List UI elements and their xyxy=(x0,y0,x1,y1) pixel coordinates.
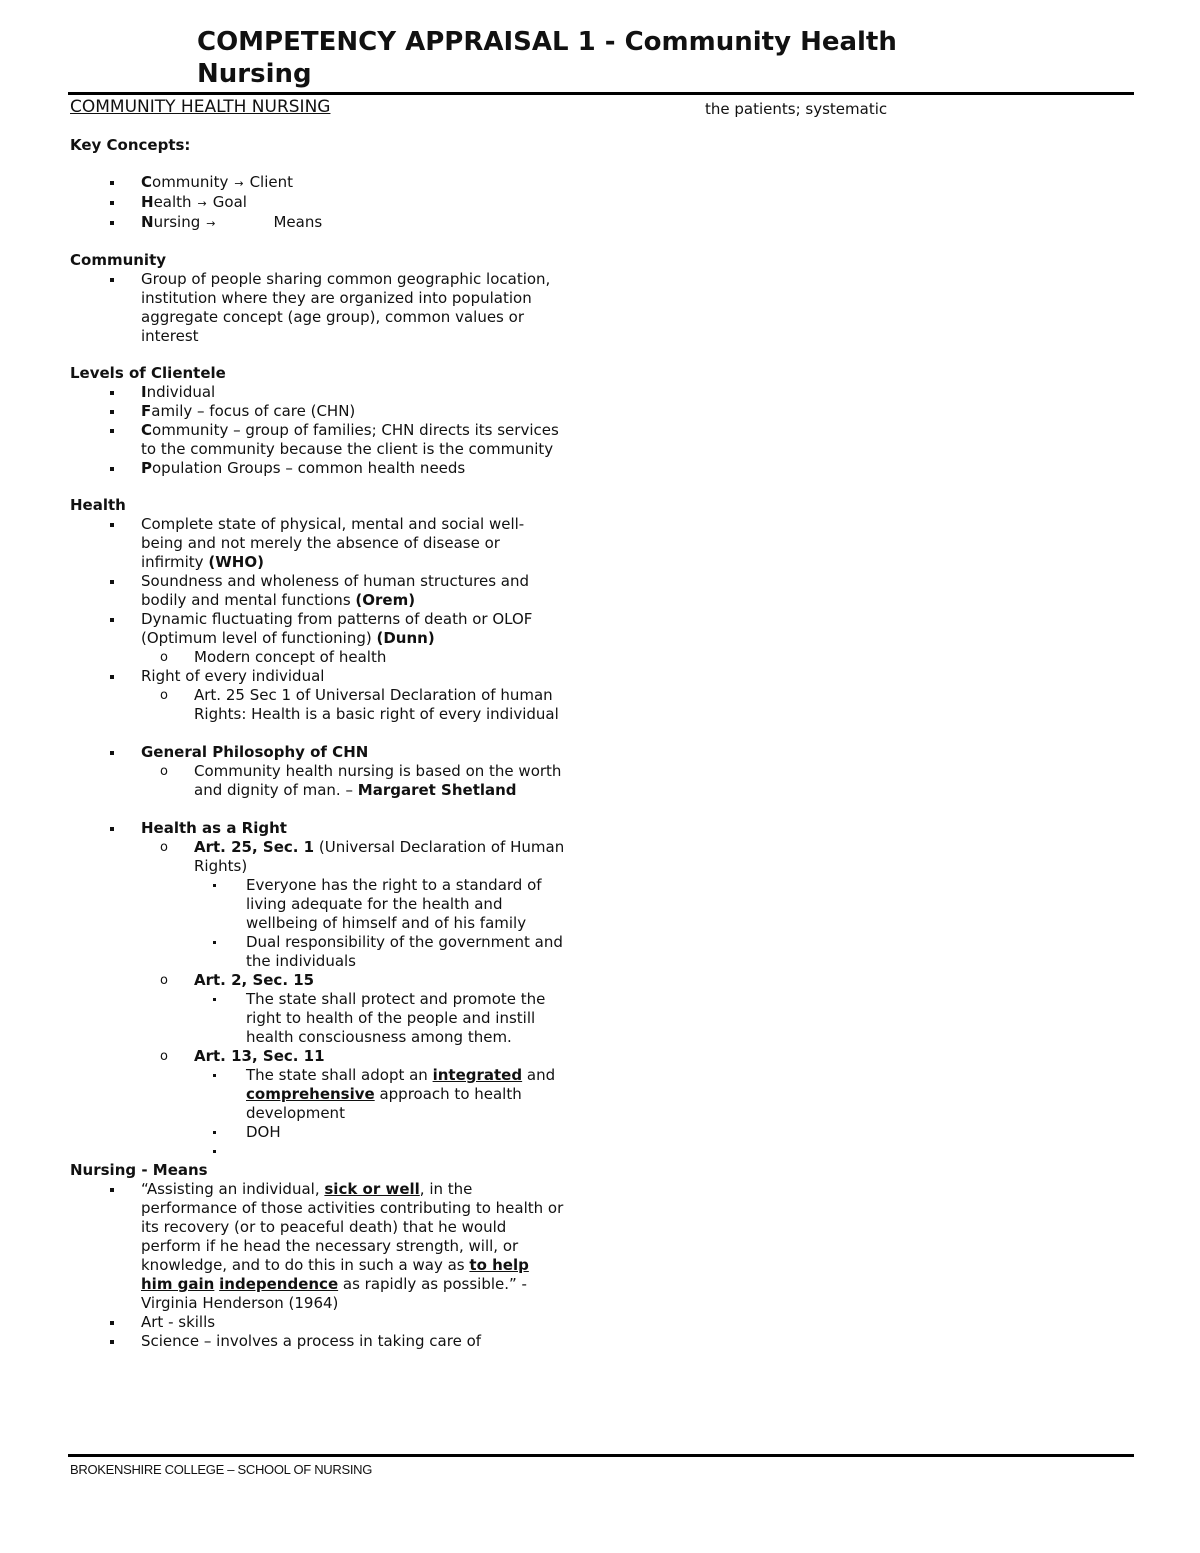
health-heading: Health xyxy=(70,496,126,514)
nursing-heading: Nursing - Means xyxy=(70,1161,208,1179)
list-item: The state shall adopt an integrated and comprehensive approach to health development xyxy=(194,1066,565,1123)
list-item: o Art. 25 Sec 1 of Universal Declaration of human Rights: Health is a basic right of every individual xyxy=(141,686,565,724)
list-item: “Assisting an individual, sick or well, in the performance of those activities contributing to health or its recovery (or to peaceful death) that he would perform if he head the necessary strength, will, or knowledge, and to do this in such a way as to help him gain independence as rapidly as possible.” - Virginia Henderson (1964) xyxy=(70,1180,565,1313)
clientele-list xyxy=(70,383,565,478)
list-item: Everyone has the right to a standard of living adequate for the health and wellbeing of himself and of his family xyxy=(194,876,565,933)
list-item: Complete state of physical, mental and social well- being and not merely the absence of disease or infirmity (WHO) xyxy=(70,515,565,572)
list-item: Right of every individual o Art. 25 Sec 1 of Universal Declaration of human Rights: Health is a basic right of every individual xyxy=(70,667,565,724)
clientele-heading: Levels of Clientele xyxy=(70,364,226,382)
list-item xyxy=(194,1142,565,1161)
arrow-icon: → xyxy=(206,217,216,230)
arrow-icon: → xyxy=(197,197,207,210)
section-title: COMMUNITY HEALTH NURSING xyxy=(70,97,331,117)
list-item: The state shall protect and promote the right to health of the people and instill health consciousness among them. xyxy=(194,990,565,1047)
list-item: Population Groups – common health needs xyxy=(70,459,565,478)
arrow-icon: → xyxy=(234,177,244,190)
list-item: Dual responsibility of the government and the individuals xyxy=(194,933,565,971)
list-item: Nursing → Means xyxy=(70,213,565,233)
key-concepts-list xyxy=(70,173,565,233)
list-item: o Art. 2, Sec. 15 The state shall protect and promote the right to health of the people and instill health consciousness among them. xyxy=(141,971,565,1047)
key-concepts-heading: Key Concepts: xyxy=(70,136,191,154)
health-list xyxy=(70,515,565,724)
nursing-list xyxy=(70,1180,565,1351)
left-column xyxy=(70,96,565,1351)
list-item: Family – focus of care (CHN) xyxy=(70,402,565,421)
footer-rule xyxy=(68,1454,1134,1457)
community-list xyxy=(70,270,565,346)
list-item: Community – group of families; CHN directs its services to the community because the client is the community xyxy=(70,421,565,459)
list-item: DOH xyxy=(194,1123,565,1142)
list-item: Science – involves a process in taking care of xyxy=(70,1332,565,1351)
document-title: COMPETENCY APPRAISAL 1 - Community Health Nursing xyxy=(197,27,897,89)
list-item: Soundness and wholeness of human structures and bodily and mental functions (Orem) xyxy=(70,572,565,610)
health-right-list xyxy=(70,819,565,1161)
list-item: o Community health nursing is based on the worth and dignity of man. – Margaret Shetland xyxy=(141,762,565,800)
right-column xyxy=(705,96,1105,119)
list-item: General Philosophy of CHN o Community health nursing is based on the worth and dignity of man. – Margaret Shetland xyxy=(70,743,565,800)
list-item: Dynamic fluctuating from patterns of death or OLOF (Optimum level of functioning) (Dunn) o Modern concept of health xyxy=(70,610,565,667)
list-item: o Art. 13, Sec. 11 The state shall adopt an integrated and comprehensive approach to health development DOH xyxy=(141,1047,565,1161)
list-item: Individual xyxy=(70,383,565,402)
list-item: Art - skills xyxy=(70,1313,565,1332)
list-item: o Modern concept of health xyxy=(141,648,565,667)
list-item: Group of people sharing common geographic location, institution where they are organized into population aggregate concept (age group), common values or interest xyxy=(70,270,565,346)
philosophy-list xyxy=(70,743,565,800)
continued-text: the patients; systematic xyxy=(705,100,888,118)
list-item: Health → Goal xyxy=(70,193,565,213)
list-item: Community → Client xyxy=(70,173,565,193)
community-heading: Community xyxy=(70,251,167,269)
footer-text: BROKENSHIRE COLLEGE – SCHOOL OF NURSING xyxy=(70,1462,373,1477)
list-item: Health as a Right o Art. 25, Sec. 1 (Universal Declaration of Human Rights) Everyone has the right to a standard of living adequate for the health and wellbeing of himself and of his family Dual responsibility of the government and the individuals o Art. 2, Sec. 15 The state shall protect and promote the right to health of the people and instill health consciousness among them. o Art. 13, Sec. 11 The state shall adopt an integrated and comprehensive approach to health development DOH xyxy=(70,819,565,1161)
list-item: o Art. 25, Sec. 1 (Universal Declaration of Human Rights) Everyone has the right to a standard of living adequate for the health and wellbeing of himself and of his family Dual responsibility of the government and the individuals xyxy=(141,838,565,971)
header-rule xyxy=(68,92,1134,95)
